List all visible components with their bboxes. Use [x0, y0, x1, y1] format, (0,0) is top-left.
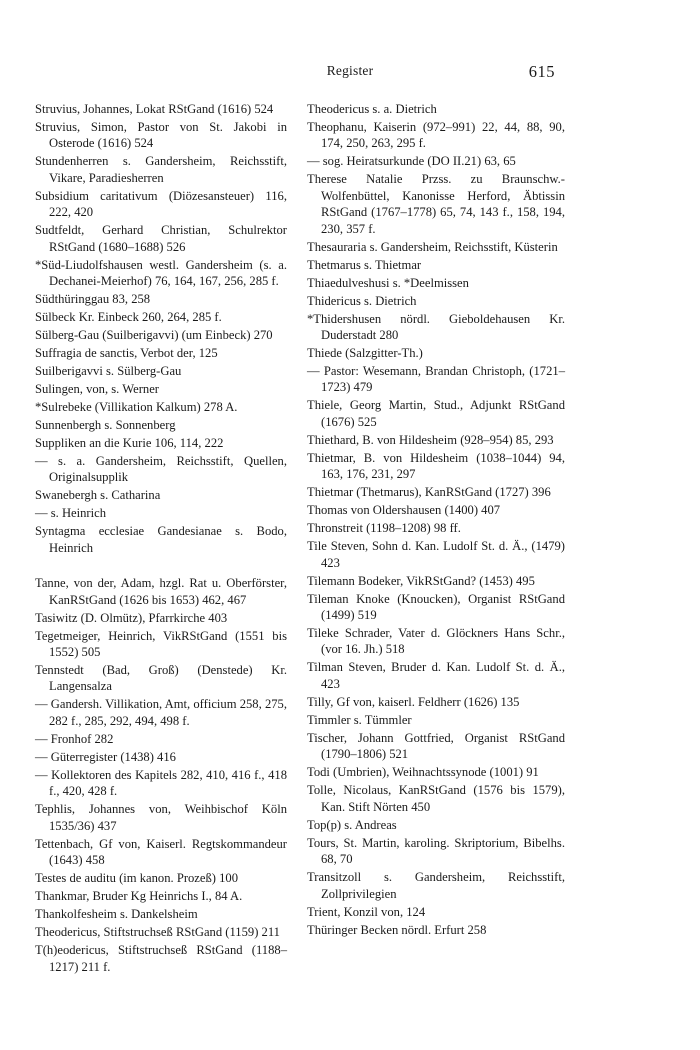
index-entry: — Gandersh. Villikation, Amt, officium 258, 275, 282 f., 285, 292, 494, 498 f. [35, 697, 287, 728]
index-entry: Tolle, Nicolaus, KanRStGand (1576 bis 1579), Kan. Stift Nörten 450 [307, 783, 565, 814]
index-entry: Thüringer Becken nördl. Erfurt 258 [307, 922, 487, 937]
index-entry: Tilemann Bodeker, VikRStGand? (1453) 495 [307, 573, 535, 588]
index-entry: Thiele, Georg Martin, Stud., Adjunkt RStGand (1676) 525 [307, 398, 565, 429]
index-entry: Sulingen, von, s. Werner [35, 382, 159, 397]
index-entry: — Güterregister (1438) 416 [35, 749, 176, 764]
index-entry: Tile Steven, Sohn d. Kan. Ludolf St. d. Ä., (1479) 423 [307, 539, 565, 570]
index-entry: — Pastor: Wesemann, Brandan Christoph, (1721–1723) 479 [307, 364, 565, 395]
index-entry: Thiethard, B. von Hildesheim (928–954) 85, 293 [307, 432, 554, 447]
index-entry: Sülbeck Kr. Einbeck 260, 264, 285 f. [35, 310, 222, 325]
index-entry: Timmler s. Tümmler [307, 712, 412, 727]
index-entry: *Sulrebeke (Villikation Kalkum) 278 A. [35, 400, 238, 415]
index-entry: Tasiwitz (D. Olmütz), Pfarrkirche 403 [35, 610, 228, 625]
page-number: 615 [528, 62, 555, 81]
index-entry: Tileman Knoke (Knoucken), Organist RStGand (1499) 519 [307, 591, 565, 623]
index-entry: Struvius, Simon, Pastor von St. Jakobi in Osterode (1616) 524 [35, 120, 287, 151]
index-entry: Thidericus s. Dietrich [307, 293, 417, 308]
index-entry: Tanne, von der, Adam, hzgl. Rat u. Oberförster, KanRStGand (1626 bis 1653) 462, 467 [35, 576, 287, 607]
index-entry: — sog. Heiratsurkunde (DO II.21) 63, 65 [307, 154, 516, 169]
index-entry: — s. a. Gandersheim, Reichsstift, Quellen, Originalsupplik [35, 454, 287, 485]
index-entry: Syntagma ecclesiae Gandesianae s. Bodo, Heinrich [35, 524, 287, 555]
index-entry: Tilman Steven, Bruder d. Kan. Ludolf St. d. Ä., 423 [307, 660, 565, 691]
index-entry: Transitzoll s. Gandersheim, Reichsstift, Zollprivilegien [307, 870, 565, 901]
index-entry: — Kollektoren des Kapitels 282, 410, 416 f., 418 f., 420, 428 f. [35, 767, 287, 799]
index-entry: Südthüringgau 83, 258 [35, 292, 151, 307]
index-entry: Tours, St. Martin, karoling. Skriptorium, Bibelhs. 68, 70 [307, 835, 565, 867]
index-entry: Tischer, Johann Gottfried, Organist RStGand (1790–1806) 521 [307, 730, 565, 762]
index-entry: Thiaedulveshusi s. *Deelmissen [307, 275, 469, 290]
index-entry: Struvius, Johannes, Lokat RStGand (1616) 524 [35, 102, 274, 116]
index-entry: Trient, Konzil von, 124 [307, 904, 426, 919]
index-entry: Suppliken an die Kurie 106, 114, 222 [35, 436, 224, 451]
index-entry: Tettenbach, Gf von, Kaiserl. Regtskommandeur (1643) 458 [35, 836, 287, 868]
index-entry: Subsidium caritativum (Diözesansteuer) 116, 222, 420 [35, 188, 287, 220]
index-entry: Thietmar (Thetmarus), KanRStGand (1727) 396 [307, 485, 551, 500]
index-entry: Thietmar, B. von Hildesheim (1038–1044) 94, 163, 176, 231, 297 [307, 450, 565, 482]
index-entry: Tileke Schrader, Vater d. Glöckners Hans Schr., (vor 16. Jh.) 518 [307, 626, 565, 657]
index-entry: Swanebergh s. Catharina [35, 488, 161, 503]
index-entry: Tephlis, Johannes von, Weihbischof Köln 1535/36) 437 [35, 802, 287, 833]
left-column [35, 101, 287, 977]
index-entry: Thiede (Salzgitter-Th.) [307, 346, 423, 361]
index-entry: *Thidershusen nördl. Gieboldehausen Kr. Duderstadt 280 [307, 311, 565, 343]
index-entry: Thronstreit (1198–1208) 98 ff. [307, 521, 461, 536]
index-entry: Tegetmeiger, Heinrich, VikRStGand (1551 bis 1552) 505 [35, 628, 287, 660]
index-entry: Top(p) s. Andreas [307, 817, 397, 832]
index-entry: Tilly, Gf von, kaiserl. Feldherr (1626) 135 [307, 694, 520, 709]
index-entry: Suilberigavvi s. Sülberg-Gau [35, 364, 182, 379]
index-entry: T(h)eodericus, Stiftstruchseß RStGand (1188–1217) 211 f. [35, 943, 287, 974]
index-entry: Theophanu, Kaiserin (972–991) 22, 44, 88, 90, 174, 250, 263, 295 f. [307, 120, 565, 151]
index-entry: — Fronhof 282 [35, 731, 114, 746]
index-entry: Sülberg-Gau (Suilberigavvi) (um Einbeck) 270 [35, 328, 273, 343]
index-entry: Stundenherren s. Gandersheim, Reichsstift, Vikare, Paradiesherren [35, 154, 287, 185]
index-entry: Thomas von Oldershausen (1400) 407 [307, 503, 501, 518]
index-entry: Sunnenbergh s. Sonnenberg [35, 418, 176, 433]
index-entry: Sudtfeldt, Gerhard Christian, Schulrektor RStGand (1680–1688) 526 [35, 223, 287, 254]
index-entry: Theodericus, Stiftstruchseß RStGand (1159) 211 [35, 925, 280, 940]
index-entry: Thesauraria s. Gandersheim, Reichsstift, Küsterin [307, 239, 558, 254]
right-column [307, 101, 565, 940]
index-entry: Thankolfesheim s. Dankelsheim [35, 907, 198, 922]
index-entry: Thetmarus s. Thietmar [307, 257, 422, 272]
index-entry: Therese Natalie Przss. zu Braunschw.-Wolfenbüttel, Kanonisse Herford, Äbtissin RStGand (1767–1778) 65, 74, 143 f., 158, 194, 230, 357 f. [307, 172, 565, 236]
running-header: Register [326, 63, 374, 78]
index-entry: Suffragia de sanctis, Verbot der, 125 [35, 346, 218, 361]
index-entry: Todi (Umbrien), Weihnachtssynode (1001) 91 [307, 765, 539, 780]
index-entry: *Süd-Liudolfshausen westl. Gandersheim (s. a. Dechanei-Meierhof) 76, 164, 167, 256, 285 f. [35, 257, 287, 289]
index-entry: Tennstedt (Bad, Groß) (Denstede) Kr. Langensalza [35, 663, 287, 694]
index-entry: Testes de auditu (im kanon. Prozeß) 100 [35, 871, 239, 886]
index-entry: — s. Heinrich [35, 506, 106, 521]
index-entry: Theodericus s. a. Dietrich [307, 102, 437, 116]
index-entry: Thankmar, Bruder Kg Heinrichs I., 84 A. [35, 889, 243, 904]
